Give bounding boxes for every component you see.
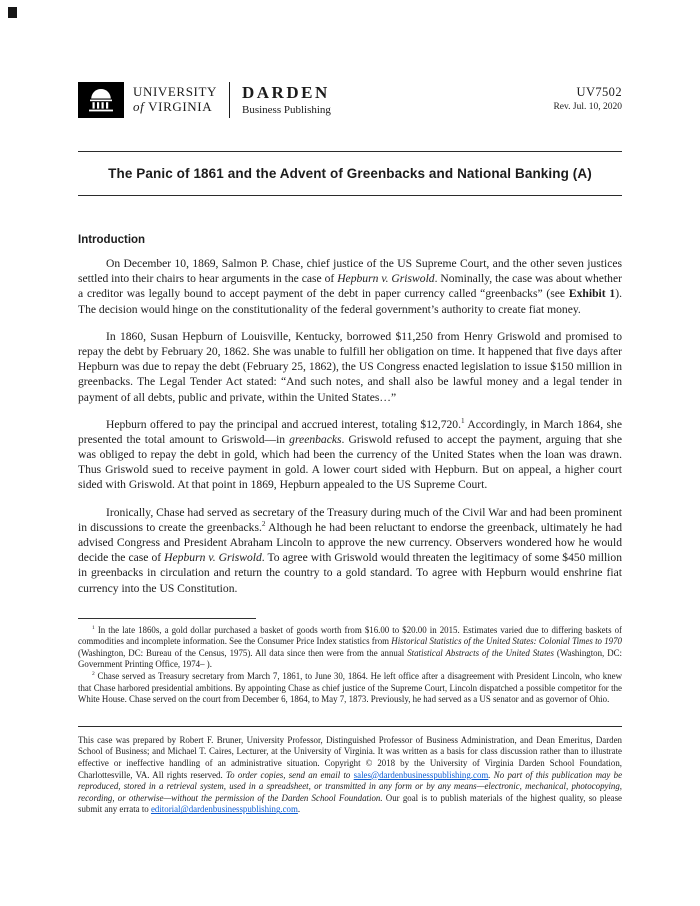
uva-logo	[78, 82, 124, 118]
darden-name: DARDEN	[242, 82, 330, 102]
footnote-separator	[78, 618, 256, 619]
document-meta	[553, 82, 622, 114]
text-segment: . Nominally, the case was about whether a creditor was legally bound to accept payment of the debt in paper currency called “greenbacks” (see	[78, 272, 622, 301]
text-segment: (Washington, DC: Bureau of the Census, 1975). All data since then were from the annual	[78, 647, 408, 658]
text-segment: . No part of this publication may be reproduced, stored in a retrieval system, used in a spreadsheet, or transmitted in any form or by any means—electronic, mechanical, photocopying, recording, or otherwise—without the permission of the Darden School Foundation.	[78, 769, 623, 803]
text-segment: (Washington, DC: Government Printing Office, 1974– ).	[78, 647, 623, 670]
text-segment: Hepburn v. Griswold	[337, 272, 435, 286]
brand-divider	[229, 82, 230, 118]
revision-date: Rev. Jul. 10, 2020	[553, 101, 622, 112]
text-segment: In the late 1860s, a gold dollar purchased a basket of goods worth from $16.00 to $20.00 in 2015. Estimates varied due to differing baskets of commodities and incomplete information. See the Consumer Price Index statistics from	[78, 624, 622, 647]
paragraph-2	[78, 329, 622, 405]
publisher-brand	[78, 82, 331, 118]
text-segment: . Griswold refused to accept the payment, arguing that she was obliged to repay the debt in gold, which had been the currency of the United States when the loan was drawn. Thus Griswold sued to receive payment in gold. A lower court sided with Hepburn. But on appeal, a higher court sided with Griswold. At that point in 1869, Hepburn appealed to the US Supreme Court.	[78, 432, 622, 492]
corner-registration-mark	[8, 7, 17, 18]
footnote-1	[78, 625, 622, 671]
case-number: UV7502	[576, 85, 622, 99]
darden-subtitle: Business Publishing	[242, 104, 331, 117]
footnotes	[78, 625, 622, 706]
text-segment: Accordingly, in March 1864, she presented the total amount to Griswold—in	[78, 417, 622, 446]
text-segment: Exhibit 1	[568, 287, 616, 301]
text-segment: On December 10, 1869, Salmon P. Chase, chief justice of the US Supreme Court, and the other seven justices settled into their chairs to hear arguments in the case of	[78, 257, 622, 286]
text-segment: 2	[261, 519, 266, 528]
university-wordmark-line1: UNIVERSITY	[133, 84, 217, 100]
document-header	[78, 0, 622, 118]
text-segment: This case was prepared by Robert F. Bruner, University Professor, Distinguished Professor of Business Administration, and Dean Emeritus, Darden School of Business; and Michael T. Caires, Lecturer, at the University of Virginia. It was written as a basis for class discussion rather than to illustrate effective or ineffective handling of an administrative situation. Copyright © 2018 by the University of Virginia Darden School Foundation, Charlottesville, VA. All rights reserved.	[78, 734, 622, 780]
section-heading-introduction: Introduction	[78, 234, 146, 246]
text-segment: 1	[92, 624, 95, 631]
text-segment: Chase served as Treasury secretary from March 7, 1861, to June 30, 1864. He left office after a disagreement with President Lincoln, who knew that Chase harbored presidential ambitions. By appointing Chase as chief justice of the Supreme Court, Lincoln dispatched a possible competitor for the White House. Chase served on the court from December 6, 1864, to May 7, 1873. Previously, he had served as a US senator and as governor of Ohio.	[78, 671, 622, 705]
text-segment: .	[297, 804, 301, 815]
document-footer	[78, 735, 622, 816]
text-segment: 1	[461, 416, 465, 425]
text-segment: In 1860, Susan Hepburn of Louisville, Kentucky, borrowed $11,250 from Henry Griswold and promised to repay the debt by February 20, 1862. She was unable to fulfill her obligation on time. It happened that five days after Hepburn was due to repay the debt (February 25, 1862), the US Congress enacted legislation to issue $150 million in greenbacks. The Legal Tender Act stated: “And such notes, and shall also be lawful money and a legal tender in payment of all debts, public and private, within the United States…”	[78, 329, 622, 404]
document-body	[78, 234, 622, 596]
footer-rule	[78, 726, 622, 727]
rotunda-icon	[87, 88, 115, 112]
text-segment: Historical Statistics of the United States: Colonial Times to 1970	[391, 636, 622, 647]
text-segment: of	[133, 99, 149, 114]
copyright-notice	[78, 735, 622, 816]
paragraph-3	[78, 417, 622, 493]
text-segment: VIRGINIA	[148, 99, 213, 114]
text-segment: Although he had been reluctant to endorse the greenback, ultimately he had advised Congress and President Abraham Lincoln to approve the new currency. Observers wondered how he would decide the case of	[78, 520, 622, 565]
page-title: The Panic of 1861 and the Advent of Greenbacks and National Banking (A)	[108, 166, 592, 181]
editorial-email-link[interactable]: editorial@dardenbusinesspublishing.com	[150, 804, 298, 815]
paragraph-4	[78, 505, 622, 596]
text-segment: Hepburn v. Griswold	[164, 551, 262, 565]
university-wordmark	[133, 85, 217, 115]
text-segment: Ironically, Chase had served as secretary of the Treasury during much of the Civil War and had been prominent in discussions to create the greenbacks.	[78, 505, 622, 534]
sales-email-link[interactable]: sales@dardenbusinesspublishing.com	[353, 769, 489, 780]
title-rule-bottom	[78, 195, 622, 196]
text-segment: Hepburn offered to pay the principal and accrued interest, totaling $12,720.	[106, 417, 461, 431]
text-segment: greenbacks	[289, 432, 342, 446]
text-segment: ). The decision would hinge on the constitutionality of the federal government’s authority to create fiat money.	[78, 287, 622, 316]
text-segment: To order copies, send an email to	[226, 769, 354, 780]
text-segment: Our goal is to publish materials of the highest quality, so please submit any errata to	[78, 792, 622, 815]
footnote-2	[78, 671, 622, 706]
university-wordmark-line2	[133, 100, 217, 115]
text-segment: . To agree with Griswold would threaten the legitimacy of some $450 million in greenbacks in circulation and return the country to a gold standard. To agree with Hepburn would enshrine fiat currency into the US Constitution.	[78, 551, 622, 595]
text-segment: 2	[92, 671, 95, 678]
darden-wordmark	[242, 84, 331, 117]
paragraph-1	[78, 256, 622, 317]
text-segment: Statistical Abstracts of the United States	[407, 647, 554, 658]
title-rule-top	[78, 151, 622, 152]
